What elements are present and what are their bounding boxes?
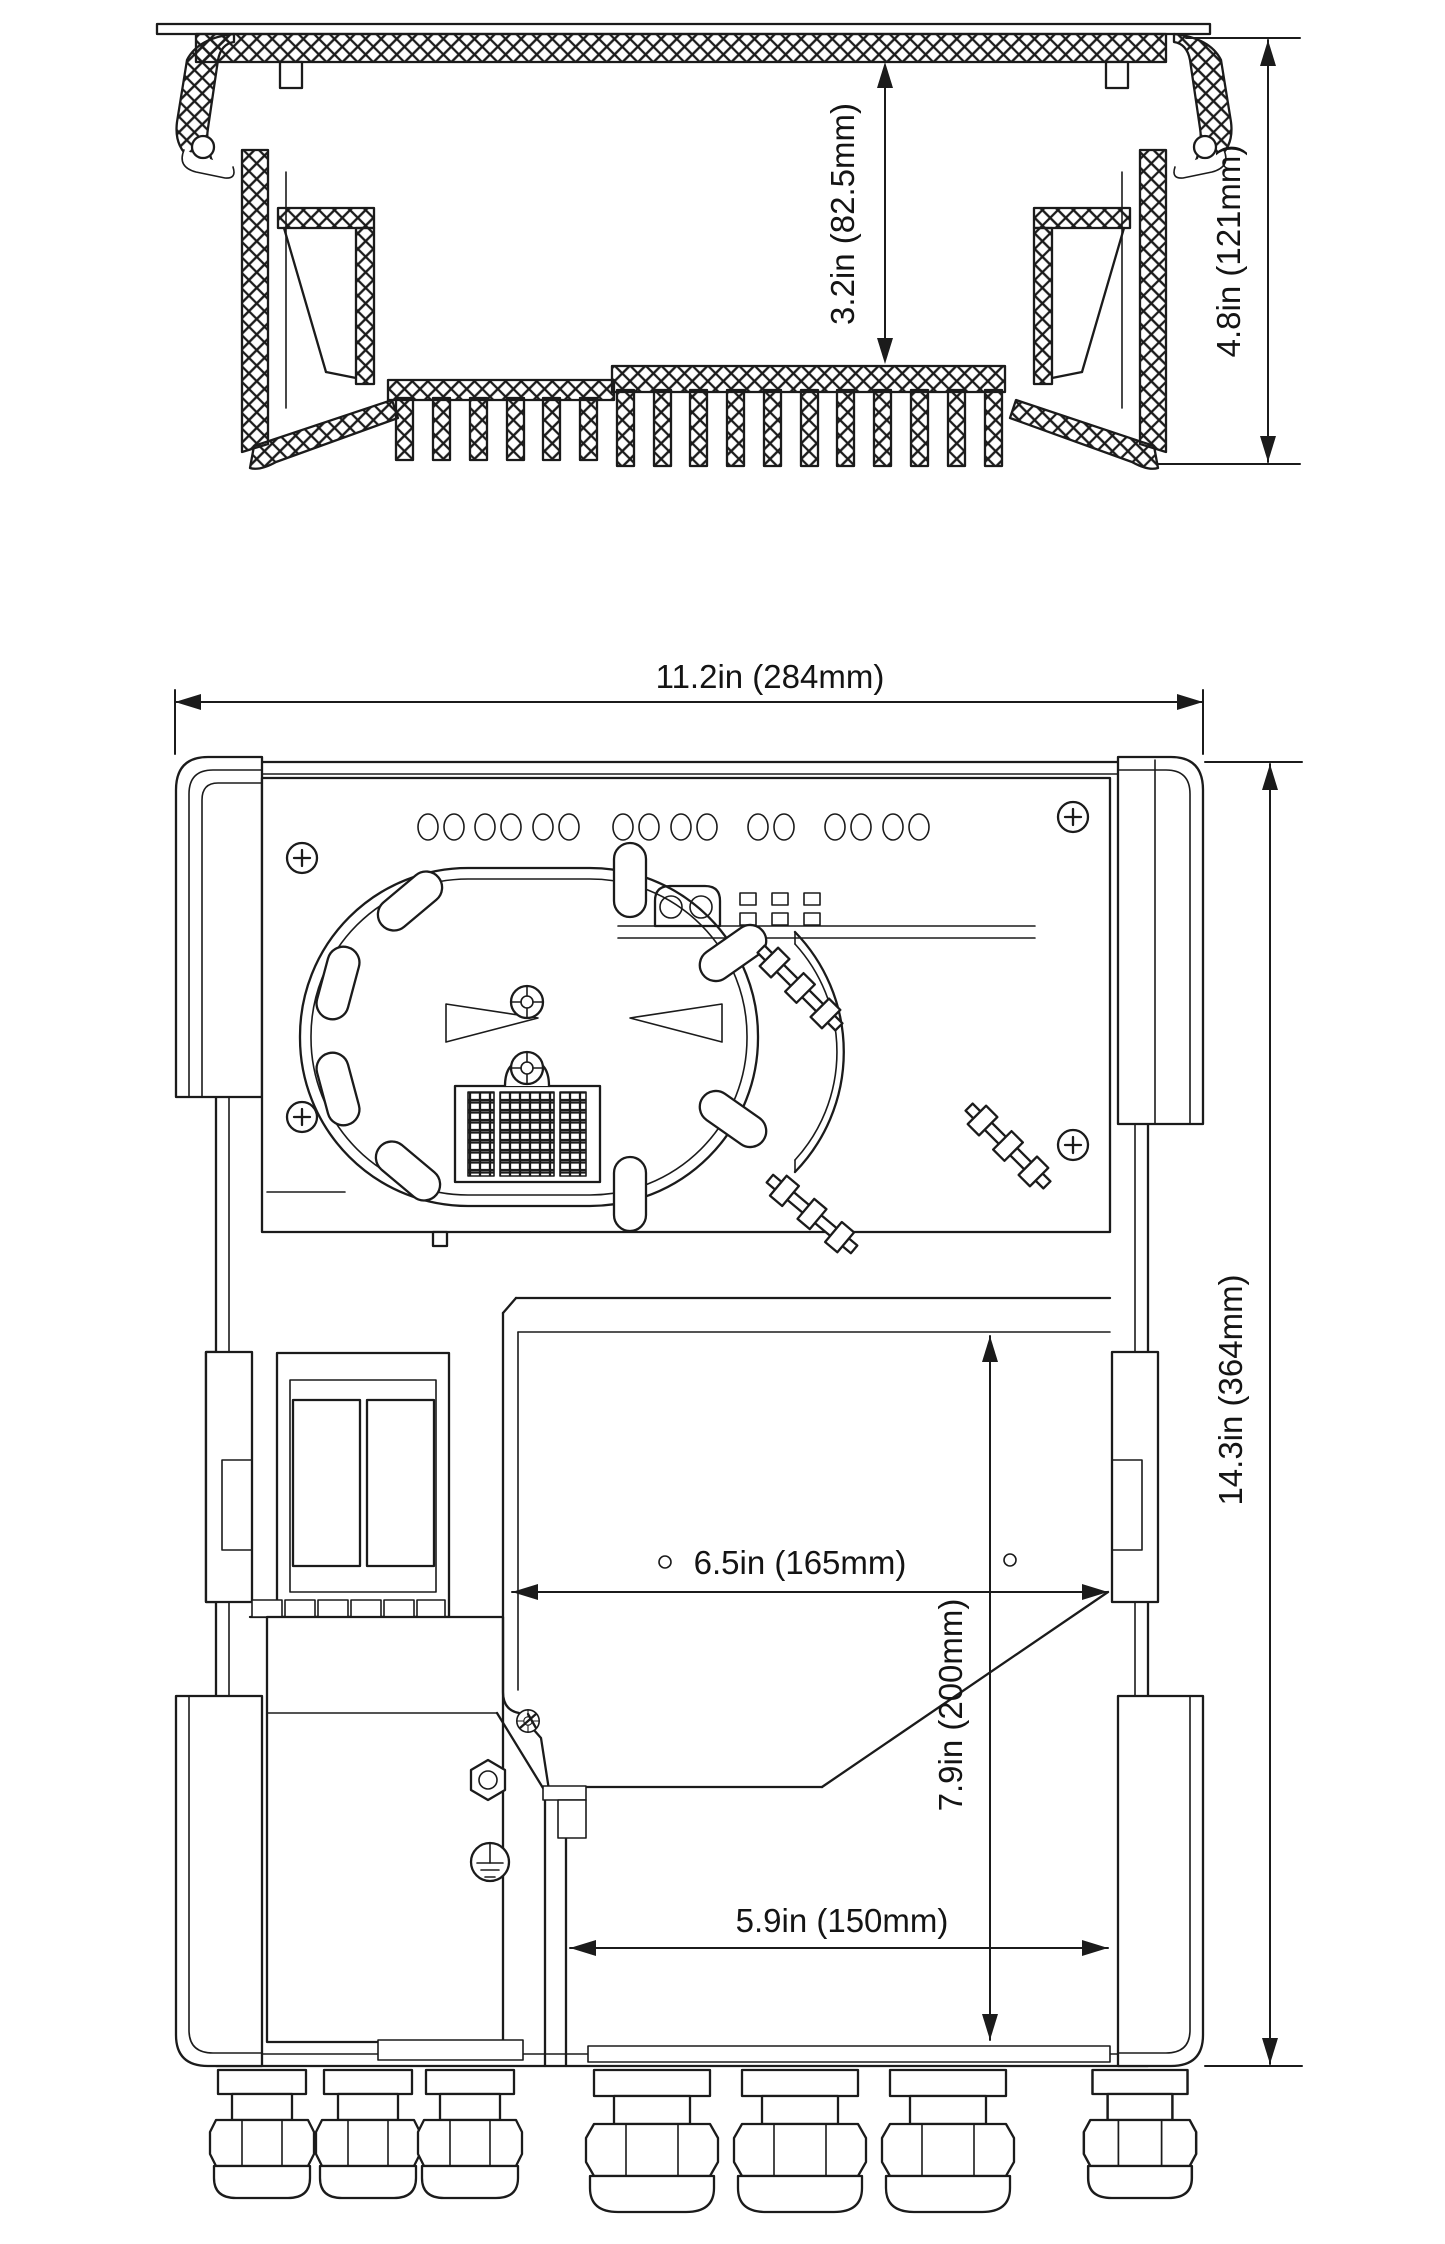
right-side-latch	[1112, 1352, 1158, 1602]
section-view	[157, 24, 1300, 469]
ground-icon	[471, 1843, 509, 1881]
dim-label-door-width: 6.5in (165mm)	[693, 1544, 907, 1581]
retainer-tab	[614, 1157, 646, 1231]
panel-screw-icon	[1058, 802, 1088, 832]
corner-wing-top-left	[176, 757, 262, 1097]
panel-screw-icon	[287, 843, 317, 873]
dim-overall-width	[175, 658, 1203, 754]
power-compartment	[267, 1617, 543, 2060]
splice-tray-panel	[262, 778, 1110, 1259]
cable-gland	[418, 2070, 522, 2198]
cable-gland	[882, 2070, 1014, 2212]
lid-cross-section	[157, 24, 1210, 62]
enclosure-left-half	[177, 34, 398, 469]
dim-label-bottom-width: 5.9in (150mm)	[735, 1902, 949, 1939]
dim-overall-height	[1205, 762, 1302, 2066]
heatsink-cross-section	[388, 366, 1005, 466]
corner-wing-bottom-right	[1118, 1696, 1203, 2066]
corner-wing-top-right	[1118, 757, 1203, 1124]
tray-screw-icon	[511, 1052, 543, 1084]
dim-label-inner-height: 3.2in (82.5mm)	[824, 103, 861, 325]
dim-label-overall-height: 4.8in (121mm)	[1210, 144, 1247, 358]
dim-section-inner-height	[824, 62, 893, 364]
corner-wing-bottom-left	[176, 1696, 262, 2066]
panel-screw-icon	[287, 1102, 317, 1132]
tray-screw-icon	[511, 986, 543, 1018]
panel-screw-icon	[1058, 1130, 1088, 1160]
breaker-window	[277, 1353, 449, 1617]
dim-section-overall-height	[1158, 38, 1300, 464]
cable-gland	[210, 2070, 314, 2198]
dim-label-door-height: 7.9in (200mm)	[932, 1598, 969, 1812]
hex-nut-icon	[471, 1760, 505, 1800]
dim-label-overall-width: 11.2in (284mm)	[655, 658, 885, 695]
dim-label-overall-height: 14.3in (364mm)	[1212, 1274, 1249, 1506]
cable-gland	[586, 2070, 718, 2212]
heatsink-fins	[396, 390, 1002, 466]
cable-gland	[316, 2070, 420, 2198]
cable-gland	[734, 2070, 866, 2212]
enclosure-right-half	[1010, 34, 1231, 469]
front-view	[175, 658, 1302, 2212]
left-side-latch	[206, 1352, 252, 1602]
cable-glands	[210, 2070, 1196, 2212]
cable-gland	[1084, 2070, 1196, 2198]
retainer-tab	[614, 843, 646, 917]
